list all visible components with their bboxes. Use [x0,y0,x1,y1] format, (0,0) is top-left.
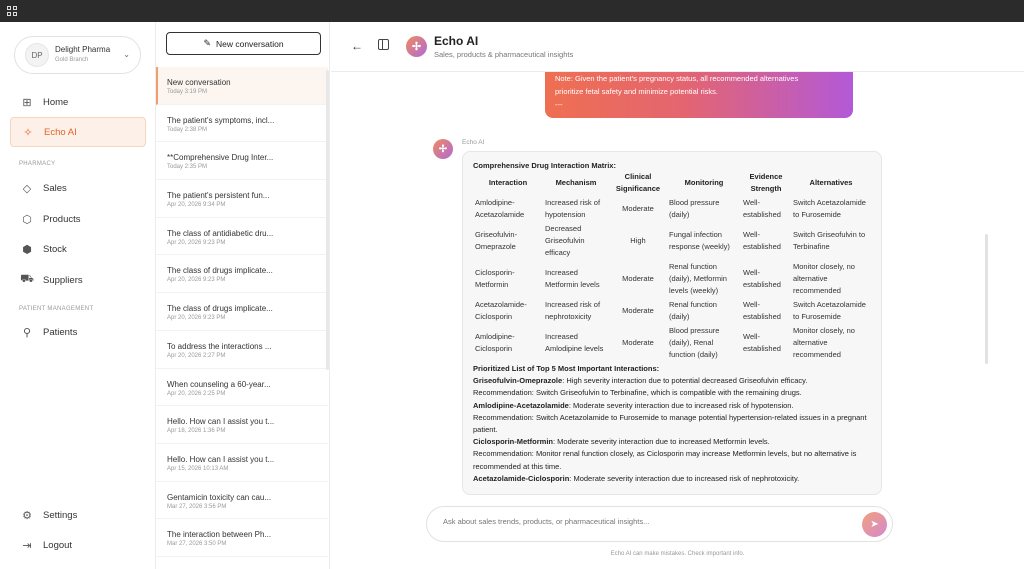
table-row [473,196,871,222]
message-input[interactable] [443,517,843,526]
table-cell: Moderate [622,306,654,315]
sidebar-item-stock[interactable] [10,234,146,264]
table-header-row [473,170,871,196]
sidebar-item-suppliers[interactable] [10,265,146,295]
table-cell: Switch Acetazolamide to Furosemide [793,300,866,321]
conversation-title: When counseling a 60-year... [167,379,271,389]
sidebar-item-home[interactable] [10,87,146,117]
logout-icon: ⇥ [22,539,32,552]
conversation-date: Apr 18, 2026 1:36 PM [167,428,226,435]
conversation-date: Mar 27, 2026 3:50 PM [167,541,227,548]
disclaimer: Echo AI can make mistakes. Check important info. [610,551,745,557]
user-message-bubble: Note: Given the patient's pregnancy status, all recommended alternatives prioritize fetal safety and minimize potential risks. --- [545,72,853,118]
table-cell: Acetazolamide-Ciclosporin [475,300,527,321]
sidebar-item-patients[interactable] [10,317,146,347]
sidebar-item-sales[interactable] [10,173,146,203]
table-cell: Well-established [743,198,781,219]
priority-drug: Ciclosporin-Metformin [473,437,553,447]
conversation-date: Apr 20, 2026 2:25 PM [167,390,226,397]
list-item[interactable] [156,255,328,293]
sidebar-item-products[interactable] [10,204,146,234]
apps-grid-icon[interactable] [7,6,17,16]
priority-recommendation: Recommendation: Monitor renal function closely, as Ciclosporin may increase Metformin levels, but no alternative is recommended at this time. [473,449,857,471]
list-item[interactable] [156,293,328,331]
table-cell: Switch Acetazolamide to Furosemide [793,198,866,219]
sidebar-item-label: Patients [43,326,78,338]
list-item[interactable] [156,105,328,143]
priority-drug: Amlodipine-Acetazolamide [473,400,569,410]
column-header: Monitoring [684,178,724,187]
priority-text: : High severity interaction due to potential decreased Griseofulvin efficacy. [562,376,808,386]
table-row [473,324,871,362]
list-item[interactable] [156,369,328,407]
org-branch: Gold Branch [55,57,89,63]
table-cell: Monitor closely, no alternative recommended [793,326,855,359]
table-cell: Decreased Griseofulvin efficacy [545,224,585,257]
table-cell: Increased Amlodipine levels [545,332,604,353]
list-item[interactable] [156,444,328,482]
table-row [473,222,871,260]
priority-item [473,473,871,485]
table-cell: Increased risk of nephrotoxicity [545,300,601,321]
matrix-title: Comprehensive Drug Interaction Matrix: [473,161,616,170]
priority-item [473,375,871,387]
window-titlebar [0,0,1024,22]
conversation-title: To address the interactions ... [167,341,272,351]
list-item[interactable] [156,406,328,444]
column-header: Clinical Significance [615,172,661,193]
conversation-date: Today 3:19 PM [167,89,208,95]
truck-icon: ⛟ [20,273,34,285]
table-body [473,196,871,362]
conversation-title: The interaction between Ph... [167,530,272,540]
table-cell: Ciclosporin-Metformin [475,268,515,289]
priority-item [473,436,871,448]
message-composer [426,506,893,542]
sidebar-item-echo-ai[interactable] [10,117,146,147]
page-subtitle: Sales, products & pharmaceutical insights [434,50,574,59]
table-cell: Increased risk of hypotension [545,198,601,219]
chat-header [331,22,1024,72]
conversation-title: Hello. How can I assist you t... [167,417,275,427]
conversation-title: Gentamicin toxicity can cau... [167,492,272,502]
table-cell: Moderate [622,274,654,283]
table-cell: Well-established [743,332,781,353]
priority-title: Prioritized List of Top 5 Most Important Interactions: [473,364,660,373]
table-cell: Renal function (daily), Metformin levels (weekly) [669,262,727,295]
priority-text: : Moderate severity interaction due to increased risk of hypotension. [568,400,794,410]
assistant-message [462,151,882,495]
new-conversation-button[interactable]: ✎ New conversation [166,32,321,55]
tag-icon: ◇ [22,182,32,195]
conversation-title: The class of antidiabetic dru... [167,228,274,238]
conversation-title: The class of drugs implicate... [167,266,273,276]
column-header: Alternatives [809,178,853,187]
list-item[interactable] [156,180,328,218]
priority-text: : Moderate severity interaction due to increased risk of nephrotoxicity. [569,473,800,483]
table-cell: Monitor closely, no alternative recommended [793,262,855,295]
page-title: Echo AI [434,34,479,48]
back-arrow-icon[interactable]: ← [351,39,363,53]
sidebar-item-label: Products [43,213,81,225]
assistant-label: Echo AI [462,139,485,146]
table-row [473,260,871,298]
interaction-table [473,170,871,362]
conversation-date: Apr 15, 2026 10:13 AM [167,465,229,472]
chat-main [331,22,1024,569]
conversation-date: Apr 20, 2026 2:27 PM [167,352,226,359]
conversation-title: The class of drugs implicate... [167,304,273,314]
box-icon: ⬡ [22,213,32,226]
table-cell: High [630,236,646,245]
priority-recommendation: Recommendation: Switch Griseofulvin to Terbinafine, which is compatible with the remaining drugs. [473,388,802,398]
priority-list [473,363,871,485]
grid-icon: ⊞ [22,96,32,109]
sidebar-item-label: Stock [43,243,67,255]
table-cell: Well-established [743,300,781,321]
sidebar-item-label: Echo AI [44,126,77,138]
echo-ai-logo: ✢ [406,36,427,57]
sidebar-item-label: Logout [43,539,73,551]
priority-drug: Griseofulvin-Omeprazole [473,376,563,386]
list-item[interactable] [156,331,328,369]
gear-icon: ⚙ [22,509,32,522]
table-cell: Moderate [622,338,654,347]
table-cell: Fungal infection response (weekly) [669,230,730,251]
sidebar-item-label: Sales [43,182,67,194]
avatar: DP [25,43,49,67]
list-item[interactable] [156,218,328,256]
table-cell: Increased Metformin levels [545,268,600,289]
table-row [473,298,871,324]
sidebar-item-logout[interactable] [10,530,146,560]
table-cell: Well-established [743,230,781,251]
conversation-list [156,67,328,557]
conversation-date: Mar 27, 2026 3:56 PM [167,503,227,510]
sidebar-item-label: Suppliers [43,274,83,286]
section-label-patient-management: PATIENT MANAGEMENT [19,306,94,312]
conversation-title: **Comprehensive Drug Inter... [167,153,274,163]
conversation-title: The patient's persistent fun... [167,191,270,201]
table-cell: Amlodipine-Acetazolamide [475,198,525,219]
list-item[interactable] [156,519,328,557]
conversation-date: Apr 20, 2026 9:23 PM [167,239,226,246]
send-button[interactable] [862,512,887,537]
org-name: Delight Pharma [55,45,111,54]
sidebar-item-label: Settings [43,509,78,521]
scrollbar[interactable] [326,70,329,370]
conversation-date: Apr 20, 2026 9:34 PM [167,202,226,209]
column-header: Mechanism [555,178,597,187]
list-item[interactable] [156,482,328,520]
user-icon: ⚲ [22,326,32,339]
package-icon: ⬢ [22,243,32,256]
column-header: Evidence Strength [749,172,783,193]
section-label-pharmacy: PHARMACY [19,161,56,167]
conversation-date: Today 2:38 PM [167,126,208,133]
scrollbar[interactable] [985,234,988,364]
priority-drug: Acetazolamide-Ciclosporin [473,473,570,483]
sparkle-icon: ✧ [23,126,33,139]
table-cell: Blood pressure (daily), Renal function (daily) [669,326,720,359]
org-switcher[interactable] [14,36,141,74]
table-cell: Moderate [622,204,654,213]
chevron-down-icon: ⌄ [123,50,130,59]
edit-icon: ✎ [203,38,211,48]
assistant-avatar: ✢ [433,139,453,159]
conversation-title: The patient's symptoms, incl... [167,115,275,125]
priority-recommendation: Recommendation: Switch Acetazolamide to Furosemide to manage potential hypertension-related issues in a pregnant patient. [473,412,867,435]
table-cell: Amlodipine-Ciclosporin [475,332,515,353]
sidebar-item-label: Home [43,96,69,108]
list-item[interactable] [156,142,328,180]
conversation-date: Today 2:35 PM [167,164,208,171]
priority-text: : Moderate severity interaction due to increased Metformin levels. [553,437,770,447]
conversation-title: Hello. How can I assist you t... [167,454,275,464]
table-cell: Switch Griseofulvin to Terbinafine [793,230,866,251]
table-cell: Renal function (daily) [669,300,717,321]
send-icon: ➤ [870,519,879,530]
conversation-date: Apr 20, 2026 9:23 PM [167,315,226,322]
table-cell: Well-established [743,268,781,289]
column-header: Interaction [488,178,528,187]
priority-item [473,400,871,412]
list-item[interactable] [156,67,328,105]
conversation-date: Apr 20, 2026 9:23 PM [167,277,226,284]
conversation-history [156,22,330,569]
conversation-title: New conversation [167,78,231,87]
table-cell: Griseofulvin-Omeprazole [475,230,518,251]
sidebar-toggle-icon[interactable] [378,39,389,50]
sidebar [0,22,156,569]
table-cell: Blood pressure (daily) [669,198,720,219]
sidebar-item-settings[interactable] [10,500,146,530]
